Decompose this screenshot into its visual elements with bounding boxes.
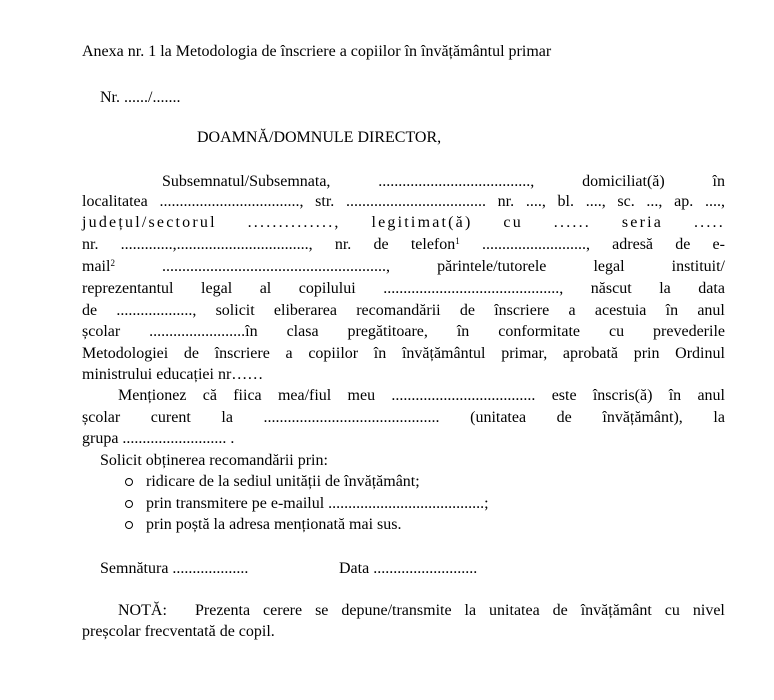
body-line-6	[82, 279, 725, 299]
body-line-7	[82, 301, 725, 321]
radio-circle-icon[interactable]	[125, 478, 133, 486]
signature-field: Semnătura ...................	[100, 560, 249, 577]
word: recomandării	[356, 302, 441, 319]
word: ...,	[646, 193, 663, 210]
date-field: Data ..........................	[339, 560, 478, 577]
body-line-8	[82, 322, 725, 342]
word: anul	[697, 302, 725, 319]
word: de	[459, 302, 475, 319]
word: născut	[590, 280, 632, 297]
word: Menționez	[118, 387, 187, 404]
word: mea/fiul	[277, 387, 332, 404]
word: data	[698, 280, 725, 297]
note-line-2: preșcolar frecventată de copil.	[82, 623, 275, 640]
word: nr.	[82, 236, 99, 253]
footnote-marker: 2	[110, 258, 115, 268]
word: cu	[664, 602, 680, 619]
word: de	[556, 409, 572, 426]
word: .............,.................................,	[120, 236, 313, 253]
request-label: Solicit obținerea recomandării prin:	[100, 452, 328, 469]
word: ............................................	[263, 409, 440, 426]
word: meu	[347, 387, 376, 404]
word: județul/sectorul	[82, 214, 217, 231]
word: str.	[315, 193, 335, 210]
word: înscriere	[494, 302, 550, 319]
word: mail	[82, 258, 111, 275]
word: în	[373, 345, 387, 362]
body-line-5	[82, 257, 725, 277]
word: în	[712, 173, 725, 190]
option-label: prin poștă la adresa menționată mai sus.	[146, 516, 402, 533]
word: se	[315, 602, 329, 619]
word: ..............,	[247, 214, 341, 231]
document-header: Anexa nr. 1 la Metodologia de înscriere a copiilor în învățământul primar	[82, 43, 552, 60]
word: telefon	[410, 236, 456, 253]
word: instituit/	[671, 258, 725, 275]
word: nr.	[334, 236, 352, 253]
word: copilului	[298, 280, 356, 297]
word: ..........................,	[481, 236, 590, 253]
word: că	[202, 387, 217, 404]
body-line-12	[82, 408, 725, 428]
note-line-1	[195, 601, 725, 621]
word: ............................................,	[383, 280, 564, 297]
word: ......	[553, 214, 591, 231]
note-label: NOTĂ:	[118, 602, 167, 619]
word: prin	[633, 345, 660, 362]
word: cerere	[263, 602, 303, 619]
word: la	[713, 409, 725, 426]
word: conformitate	[498, 323, 581, 340]
word: primar,	[501, 345, 548, 362]
word: pregătitoare,	[347, 323, 428, 340]
word: ......................................,	[378, 173, 535, 190]
word: Prezenta	[195, 602, 251, 619]
body-line-2	[82, 192, 725, 212]
word: ........................în	[149, 323, 258, 340]
word: învățământ),	[602, 409, 683, 426]
word: ....,	[585, 193, 606, 210]
word: înscris(ă)	[592, 387, 653, 404]
word: eliberarea	[273, 302, 337, 319]
word-with-footnote	[411, 235, 460, 255]
word: copiilor	[308, 345, 359, 362]
word: școlar	[82, 323, 121, 340]
body-line-10: ministrului educației nr……	[82, 366, 264, 383]
word: învățământ	[580, 602, 652, 619]
word: cu	[503, 214, 523, 231]
word: de	[675, 236, 691, 253]
word: ...................................,	[159, 193, 304, 210]
word: la	[221, 409, 233, 426]
word: localitatea	[82, 193, 148, 210]
word: învățământul	[401, 345, 486, 362]
word: domiciliat(ă)	[582, 173, 665, 190]
word: sc.	[617, 193, 635, 210]
word: anul	[697, 387, 725, 404]
word: la	[659, 280, 671, 297]
word: solicit	[215, 302, 255, 319]
word: cu	[608, 323, 625, 340]
word: ....,	[704, 193, 725, 210]
word: a	[285, 345, 293, 362]
option-label: prin transmitere pe e-mailul .......................................;	[146, 495, 489, 512]
addressee-title: DOAMNĂ/DOMNULE DIRECTOR,	[197, 129, 442, 146]
word: legal	[201, 280, 233, 297]
word: nr.	[497, 193, 515, 210]
word: e-	[712, 236, 725, 253]
body-line-9	[82, 344, 725, 364]
body-line-3	[82, 213, 725, 233]
radio-circle-icon[interactable]	[125, 500, 133, 508]
word: curent	[150, 409, 191, 426]
word: ap.	[674, 193, 694, 210]
word: unitatea	[489, 602, 540, 619]
word: Metodologiei	[82, 345, 169, 362]
word: depune/transmite	[341, 602, 452, 619]
word-with-footnote	[82, 257, 115, 277]
word: de	[373, 236, 389, 253]
footnote-marker: 1	[455, 236, 460, 246]
word: (unitatea	[470, 409, 527, 426]
word: a	[568, 302, 576, 319]
word: clasa	[286, 323, 319, 340]
word: bl.	[557, 193, 574, 210]
word: ...................................	[345, 193, 486, 210]
word: în	[456, 323, 470, 340]
word: în	[665, 302, 679, 319]
word: la	[464, 602, 477, 619]
word: de	[183, 345, 200, 362]
word: de	[82, 302, 98, 319]
word: acestuia	[594, 302, 647, 319]
word: în	[668, 387, 682, 404]
word: legitimat(ă)	[371, 214, 473, 231]
word: legal	[593, 258, 625, 275]
word: școlar	[82, 409, 121, 426]
word: este	[551, 387, 577, 404]
word: seria	[621, 214, 664, 231]
word: de	[552, 602, 568, 619]
word: reprezentantul	[82, 280, 174, 297]
word: Subsemnatul/Subsemnata,	[162, 173, 331, 190]
body-line-13: grupa .......................... .	[82, 430, 235, 447]
word: prevederile	[653, 323, 725, 340]
registration-number: Nr. ....../.......	[100, 89, 181, 106]
word: aprobată	[562, 345, 618, 362]
word: ....................................	[391, 387, 536, 404]
word: nivel	[692, 602, 725, 619]
body-line-4	[82, 235, 725, 255]
option-label: ridicare de la sediul unității de învățământ;	[146, 473, 420, 490]
radio-circle-icon[interactable]	[125, 521, 133, 529]
word: părintele/tutorele	[437, 258, 547, 275]
body-line-11	[118, 386, 725, 406]
word: ........................................................,	[162, 258, 391, 275]
word: fiica	[233, 387, 262, 404]
word: adresă	[612, 236, 654, 253]
word: ...................,	[116, 302, 197, 319]
word: .....	[693, 214, 725, 231]
word: Ordinul	[675, 345, 725, 362]
word: înscriere	[214, 345, 270, 362]
word: ....,	[525, 193, 546, 210]
word: al	[259, 280, 272, 297]
body-line-1	[162, 172, 725, 192]
